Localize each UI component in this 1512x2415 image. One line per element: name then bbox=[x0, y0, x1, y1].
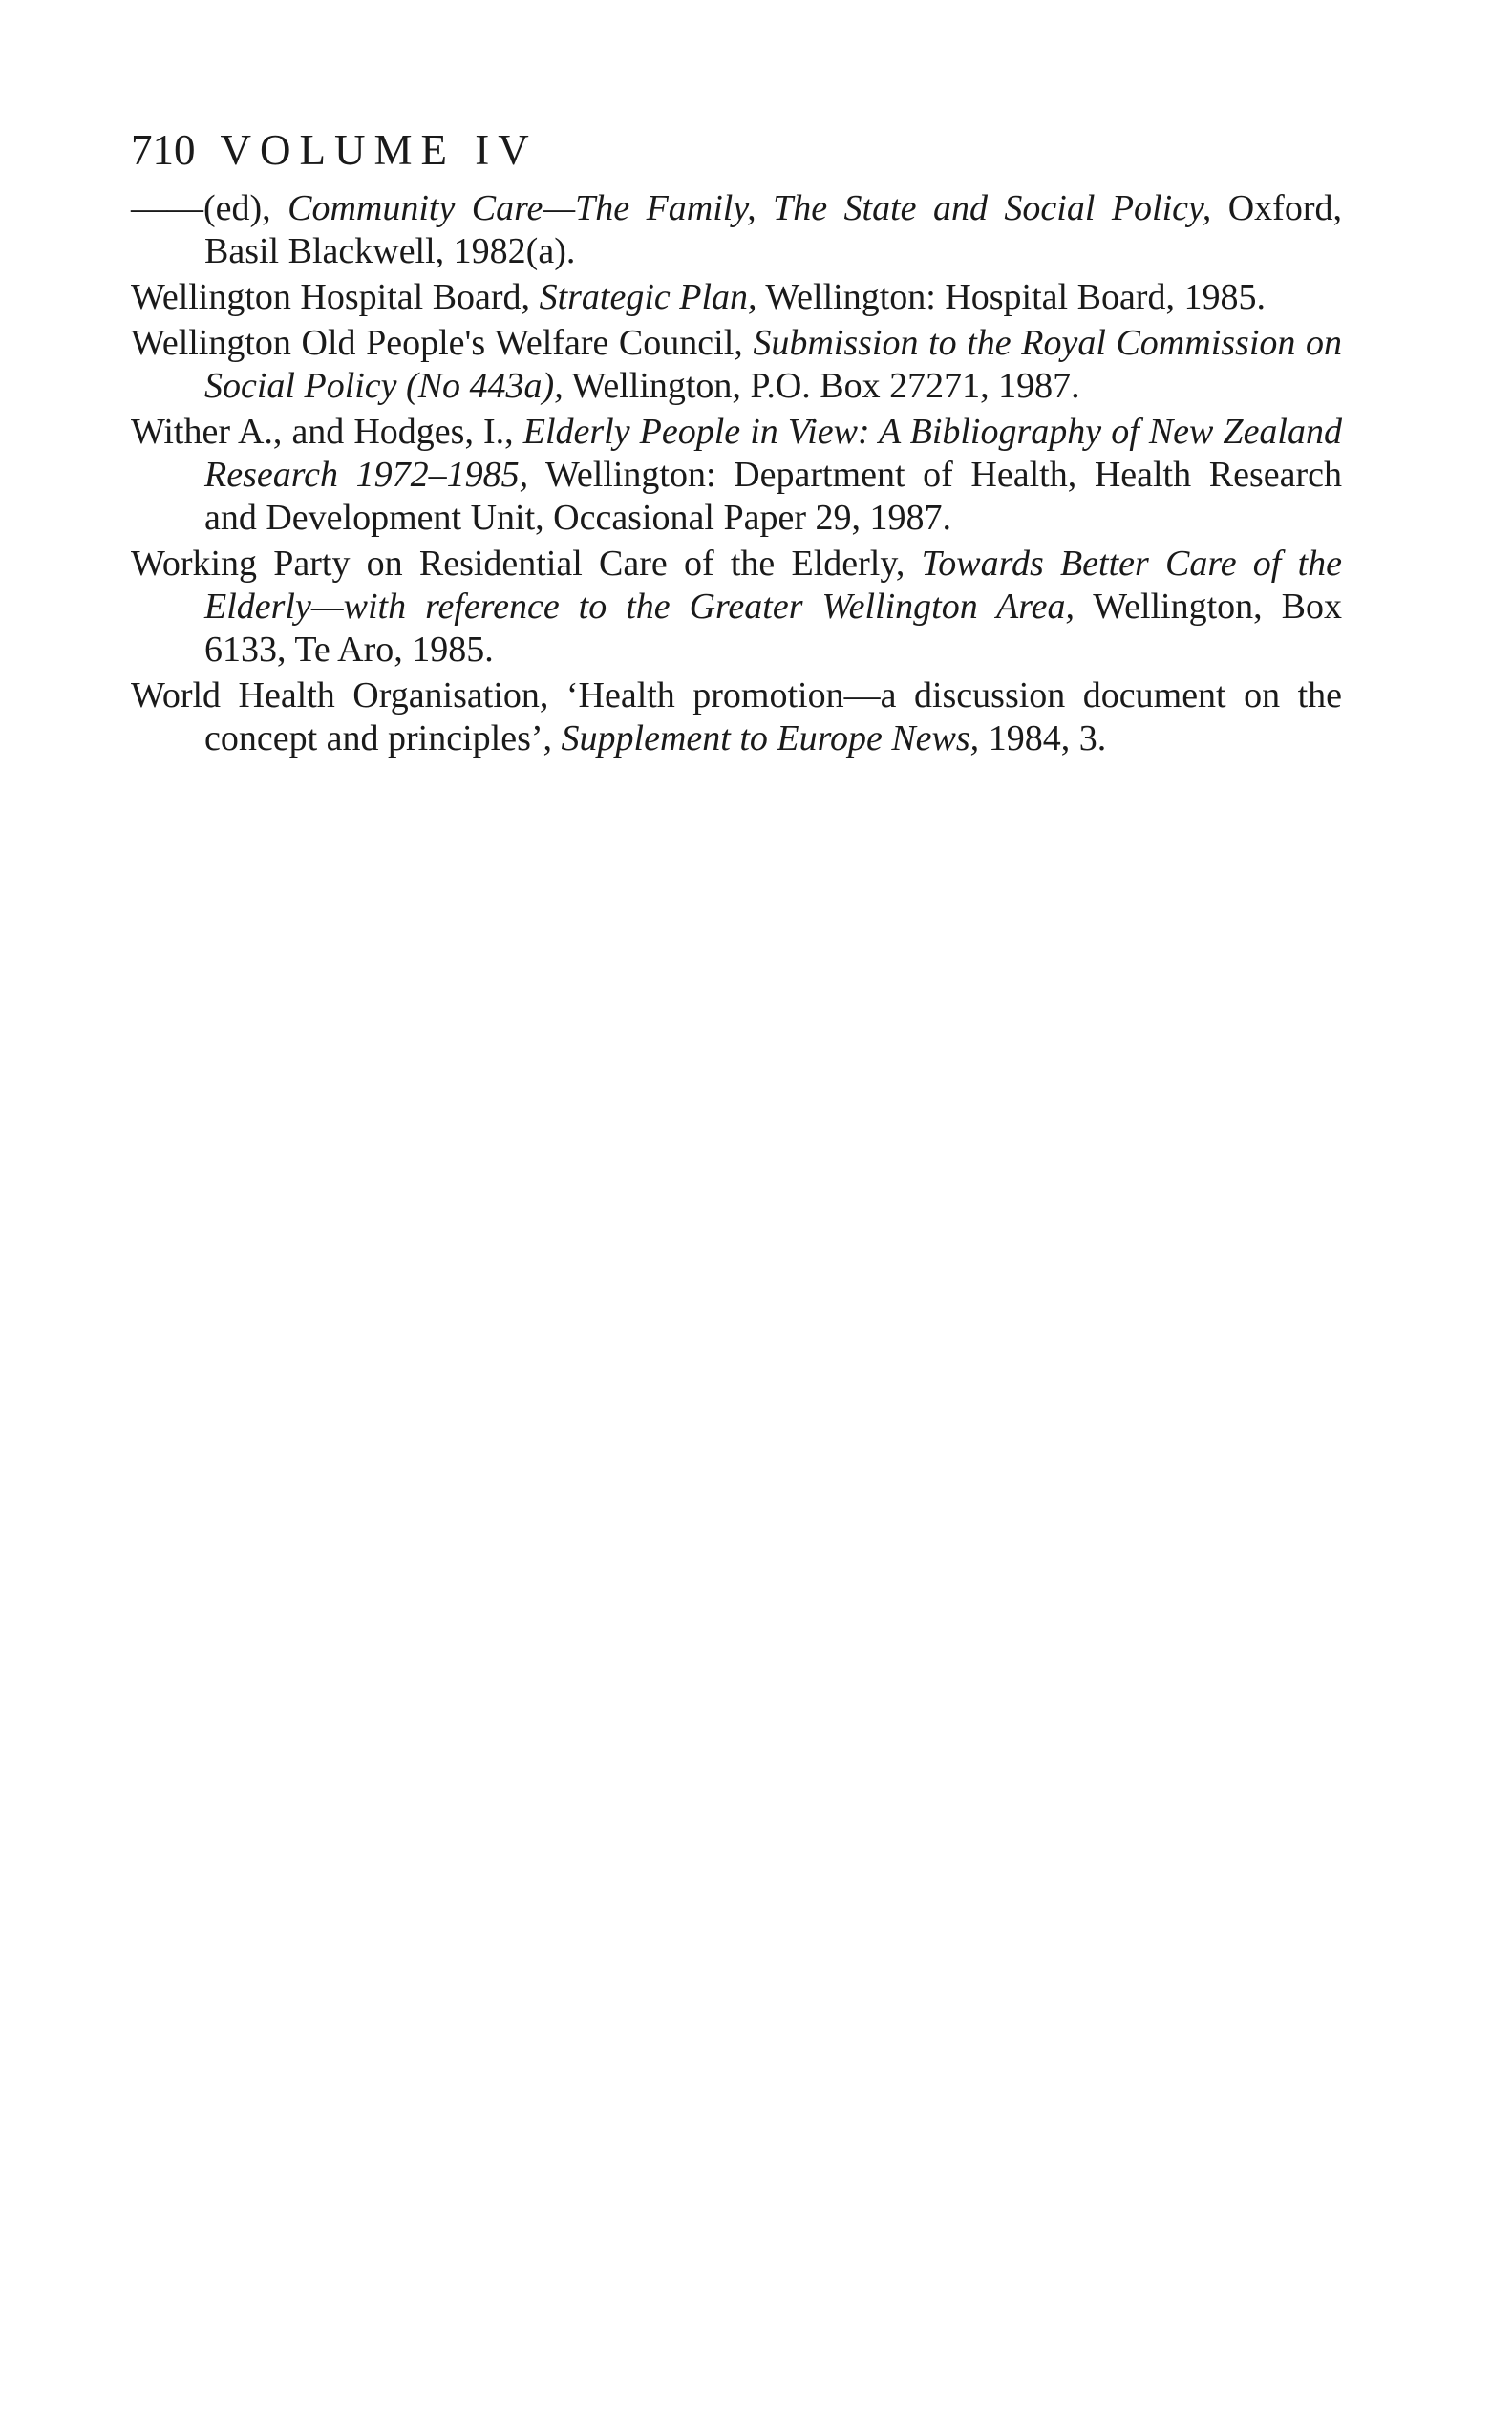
ref-title: Submission to the Royal Commission on Social Policy (No 443a), bbox=[204, 323, 1342, 406]
ref-text: Wellington, Box 6133, Te Aro, 1985. bbox=[204, 587, 1342, 670]
ref-text: Oxford, Basil Blackwell, 1982(a). bbox=[204, 188, 1342, 271]
ref-text: Wither A., and Hodges, I., bbox=[131, 412, 523, 452]
ref-text: World Health Organisation, ‘Health promotion—a discussion document on the concept and principles’, bbox=[131, 675, 1342, 759]
reference-entry bbox=[131, 411, 1342, 540]
reference-entry bbox=[131, 187, 1342, 273]
reference-list bbox=[131, 187, 1342, 760]
ref-text: Wellington Hospital Board, bbox=[131, 277, 540, 317]
document-page bbox=[131, 122, 1342, 763]
volume-title: VOLUME IV bbox=[220, 126, 538, 174]
ref-text: Wellington Old People's Welfare Council, bbox=[131, 323, 754, 363]
ref-text: 1984, 3. bbox=[979, 718, 1107, 759]
ref-text: ——(ed), bbox=[131, 188, 288, 228]
reference-entry bbox=[131, 322, 1342, 408]
page-number: 710 bbox=[131, 126, 196, 174]
reference-entry bbox=[131, 276, 1342, 319]
ref-title: Supplement to Europe News, bbox=[561, 718, 980, 759]
ref-title: Towards Better Care of the Elderly—with reference to the Greater Wellington Area, bbox=[204, 544, 1342, 627]
running-head bbox=[131, 122, 1342, 178]
ref-title: Strategic Plan, bbox=[539, 277, 757, 317]
ref-text: Working Party on Residential Care of the Elderly, bbox=[131, 544, 922, 584]
reference-entry bbox=[131, 674, 1342, 760]
ref-title: Elderly People in View: A Bibliography of New Zealand Research 1972–1985, bbox=[204, 412, 1342, 495]
ref-text: Wellington, P.O. Box 27271, 1987. bbox=[563, 366, 1080, 406]
ref-title: Community Care—The Family, The State and Social Policy, bbox=[287, 188, 1212, 228]
ref-text: Wellington: Department of Health, Health Research and Development Unit, Occasional Paper 29, 1987. bbox=[204, 455, 1342, 538]
ref-text: Wellington: Hospital Board, 1985. bbox=[756, 277, 1266, 317]
reference-entry bbox=[131, 543, 1342, 672]
